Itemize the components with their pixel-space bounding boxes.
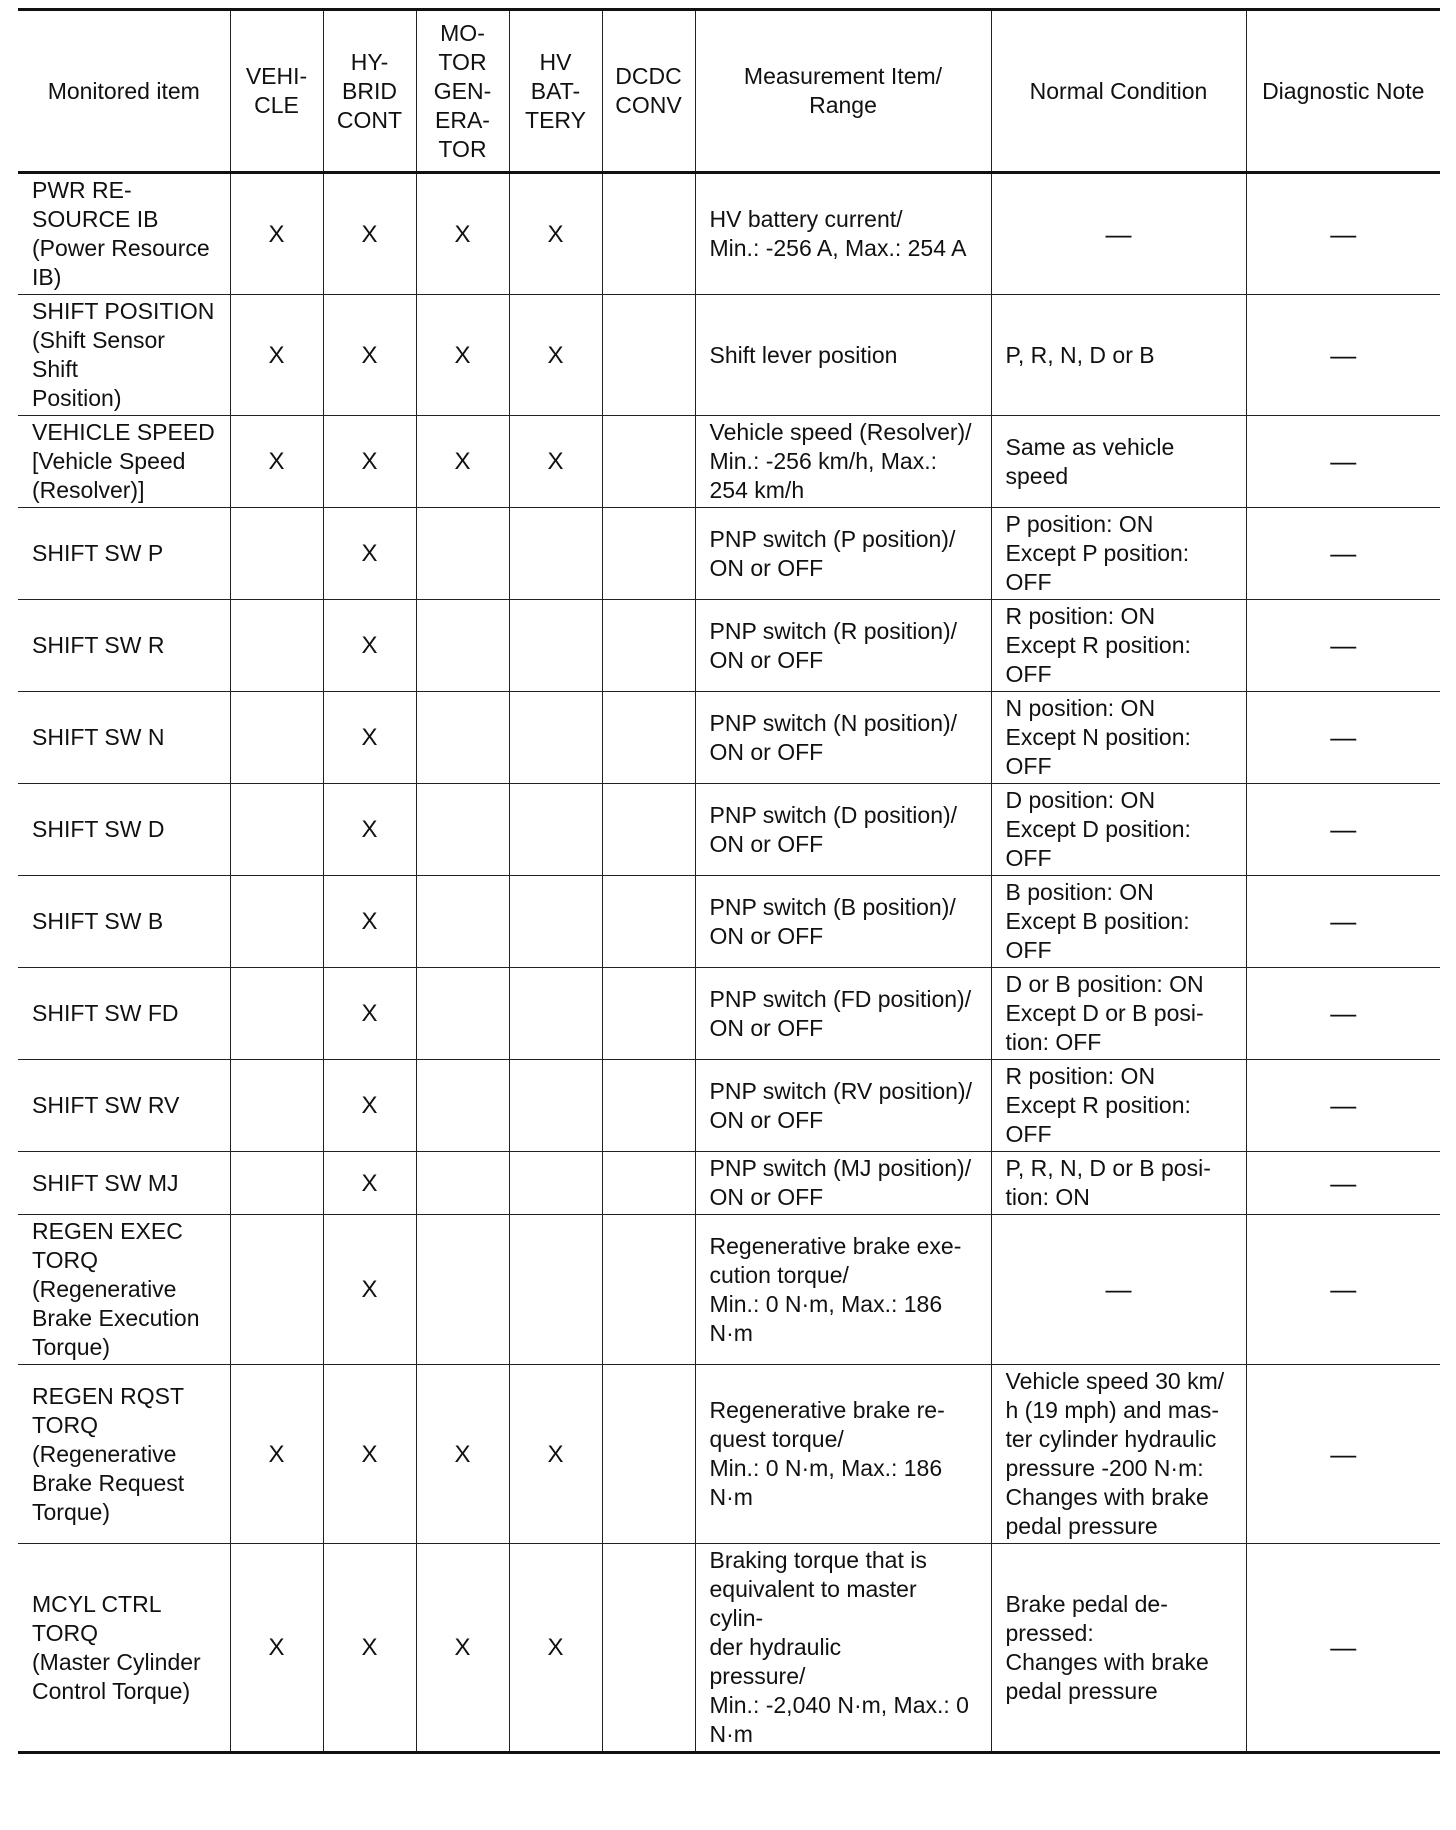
- cell-hvbat-mark: [509, 600, 602, 692]
- cell-dcdc-mark: [602, 968, 695, 1060]
- column-header-vehicle: VEHI- CLE: [230, 10, 323, 173]
- cell-motor-mark: [416, 600, 509, 692]
- cell-dcdc-mark: [602, 173, 695, 295]
- cell-vehicle-mark: [230, 692, 323, 784]
- cell-note: —: [1246, 416, 1440, 508]
- cell-motor-mark: [416, 1215, 509, 1365]
- cell-measure: Vehicle speed (Resolver)/ Min.: -256 km/h, Max.: 254 km/h: [695, 416, 991, 508]
- cell-hvbat-mark: X: [509, 1365, 602, 1544]
- cell-normal: Brake pedal de- pressed: Changes with brake pedal pressure: [991, 1544, 1246, 1753]
- cell-vehicle-mark: [230, 784, 323, 876]
- cell-item: SHIFT SW D: [18, 784, 230, 876]
- cell-vehicle-mark: [230, 508, 323, 600]
- cell-note: —: [1246, 968, 1440, 1060]
- cell-hybrid-mark: X: [323, 600, 416, 692]
- cell-measure: Shift lever position: [695, 295, 991, 416]
- cell-hybrid-mark: X: [323, 295, 416, 416]
- cell-dcdc-mark: [602, 508, 695, 600]
- cell-dcdc-mark: [602, 1215, 695, 1365]
- table-row: [18, 1215, 1440, 1365]
- cell-measure: Braking torque that is equivalent to master cylin- der hydraulic pressure/ Min.: -2,040 N·m, Max.: 0 N·m: [695, 1544, 991, 1753]
- cell-hvbat-mark: X: [509, 173, 602, 295]
- cell-note: —: [1246, 876, 1440, 968]
- cell-measure: PNP switch (D position)/ ON or OFF: [695, 784, 991, 876]
- cell-note: —: [1246, 692, 1440, 784]
- cell-hybrid-mark: X: [323, 173, 416, 295]
- cell-vehicle-mark: X: [230, 1365, 323, 1544]
- cell-measure: Regenerative brake exe- cution torque/ Min.: 0 N·m, Max.: 186 N·m: [695, 1215, 991, 1365]
- table-row: [18, 600, 1440, 692]
- cell-hybrid-mark: X: [323, 1215, 416, 1365]
- cell-dcdc-mark: [602, 692, 695, 784]
- cell-vehicle-mark: X: [230, 295, 323, 416]
- cell-vehicle-mark: [230, 1060, 323, 1152]
- table-row: [18, 692, 1440, 784]
- column-header-note: Diagnostic Note: [1246, 10, 1440, 173]
- column-header-item: Monitored item: [18, 10, 230, 173]
- cell-vehicle-mark: [230, 968, 323, 1060]
- cell-dcdc-mark: [602, 876, 695, 968]
- cell-normal: Vehicle speed 30 km/ h (19 mph) and mas- ter cylinder hydraulic pressure -200 N·m: Changes with brake pedal pressure: [991, 1365, 1246, 1544]
- cell-hybrid-mark: X: [323, 1152, 416, 1215]
- cell-dcdc-mark: [602, 1152, 695, 1215]
- cell-item: SHIFT SW B: [18, 876, 230, 968]
- cell-vehicle-mark: X: [230, 416, 323, 508]
- cell-note: —: [1246, 173, 1440, 295]
- cell-item: SHIFT SW N: [18, 692, 230, 784]
- cell-motor-mark: X: [416, 1544, 509, 1753]
- cell-normal: D position: ON Except D position: OFF: [991, 784, 1246, 876]
- cell-dcdc-mark: [602, 1365, 695, 1544]
- cell-vehicle-mark: [230, 600, 323, 692]
- cell-normal: R position: ON Except R position: OFF: [991, 1060, 1246, 1152]
- table-row: [18, 173, 1440, 295]
- cell-hvbat-mark: [509, 692, 602, 784]
- cell-measure: PNP switch (P position)/ ON or OFF: [695, 508, 991, 600]
- table-body: [18, 173, 1440, 1753]
- cell-measure: PNP switch (RV position)/ ON or OFF: [695, 1060, 991, 1152]
- cell-note: —: [1246, 1365, 1440, 1544]
- cell-motor-mark: X: [416, 1365, 509, 1544]
- table-row: [18, 876, 1440, 968]
- cell-item: REGEN RQST TORQ (Regenerative Brake Request Torque): [18, 1365, 230, 1544]
- cell-dcdc-mark: [602, 600, 695, 692]
- cell-hvbat-mark: [509, 1215, 602, 1365]
- cell-normal: Same as vehicle speed: [991, 416, 1246, 508]
- cell-measure: PNP switch (R position)/ ON or OFF: [695, 600, 991, 692]
- table-row: [18, 295, 1440, 416]
- cell-hvbat-mark: [509, 1152, 602, 1215]
- cell-motor-mark: X: [416, 173, 509, 295]
- cell-hybrid-mark: X: [323, 784, 416, 876]
- column-header-normal: Normal Condition: [991, 10, 1246, 173]
- cell-dcdc-mark: [602, 1060, 695, 1152]
- cell-hybrid-mark: X: [323, 1544, 416, 1753]
- header-row: [18, 10, 1440, 173]
- cell-motor-mark: [416, 968, 509, 1060]
- table-row: [18, 1365, 1440, 1544]
- cell-hvbat-mark: [509, 968, 602, 1060]
- cell-item: VEHICLE SPEED [Vehicle Speed (Resolver)]: [18, 416, 230, 508]
- cell-hvbat-mark: [509, 508, 602, 600]
- cell-item: MCYL CTRL TORQ (Master Cylinder Control Torque): [18, 1544, 230, 1753]
- cell-hybrid-mark: X: [323, 876, 416, 968]
- column-header-motor: MO- TOR GEN- ERA- TOR: [416, 10, 509, 173]
- cell-motor-mark: [416, 692, 509, 784]
- cell-hvbat-mark: [509, 876, 602, 968]
- cell-normal: P, R, N, D or B posi- tion: ON: [991, 1152, 1246, 1215]
- cell-normal: B position: ON Except B position: OFF: [991, 876, 1246, 968]
- cell-dcdc-mark: [602, 1544, 695, 1753]
- cell-note: —: [1246, 1215, 1440, 1365]
- table-row: [18, 968, 1440, 1060]
- cell-measure: PNP switch (N position)/ ON or OFF: [695, 692, 991, 784]
- cell-hybrid-mark: X: [323, 1060, 416, 1152]
- cell-item: SHIFT SW P: [18, 508, 230, 600]
- cell-vehicle-mark: X: [230, 173, 323, 295]
- cell-item: SHIFT SW RV: [18, 1060, 230, 1152]
- cell-hybrid-mark: X: [323, 1365, 416, 1544]
- cell-normal: D or B position: ON Except D or B posi- tion: OFF: [991, 968, 1246, 1060]
- cell-item: SHIFT SW FD: [18, 968, 230, 1060]
- cell-item: SHIFT SW MJ: [18, 1152, 230, 1215]
- cell-hybrid-mark: X: [323, 416, 416, 508]
- cell-normal: N position: ON Except N position: OFF: [991, 692, 1246, 784]
- column-header-hybrid: HY- BRID CONT: [323, 10, 416, 173]
- cell-motor-mark: [416, 876, 509, 968]
- cell-measure: Regenerative brake re- quest torque/ Min.: 0 N·m, Max.: 186 N·m: [695, 1365, 991, 1544]
- cell-measure: HV battery current/ Min.: -256 A, Max.: 254 A: [695, 173, 991, 295]
- cell-item: PWR RE- SOURCE IB (Power Resource IB): [18, 173, 230, 295]
- cell-vehicle-mark: [230, 1215, 323, 1365]
- table-row: [18, 1544, 1440, 1753]
- cell-dcdc-mark: [602, 295, 695, 416]
- cell-normal: R position: ON Except R position: OFF: [991, 600, 1246, 692]
- table-row: [18, 1152, 1440, 1215]
- cell-note: —: [1246, 784, 1440, 876]
- cell-note: —: [1246, 295, 1440, 416]
- cell-motor-mark: [416, 508, 509, 600]
- table-row: [18, 416, 1440, 508]
- cell-note: —: [1246, 1152, 1440, 1215]
- cell-hvbat-mark: [509, 784, 602, 876]
- cell-hybrid-mark: X: [323, 692, 416, 784]
- cell-note: —: [1246, 1060, 1440, 1152]
- cell-measure: PNP switch (FD position)/ ON or OFF: [695, 968, 991, 1060]
- cell-hvbat-mark: [509, 1060, 602, 1152]
- cell-hvbat-mark: X: [509, 1544, 602, 1753]
- table-row: [18, 508, 1440, 600]
- monitor-item-table: [18, 8, 1440, 1754]
- cell-vehicle-mark: [230, 876, 323, 968]
- cell-normal: P position: ON Except P position: OFF: [991, 508, 1246, 600]
- cell-hybrid-mark: X: [323, 508, 416, 600]
- column-header-hvbat: HV BAT- TERY: [509, 10, 602, 173]
- cell-note: —: [1246, 508, 1440, 600]
- cell-normal: —: [991, 173, 1246, 295]
- cell-item: SHIFT POSITION (Shift Sensor Shift Position): [18, 295, 230, 416]
- cell-hybrid-mark: X: [323, 968, 416, 1060]
- cell-measure: PNP switch (B position)/ ON or OFF: [695, 876, 991, 968]
- cell-measure: PNP switch (MJ position)/ ON or OFF: [695, 1152, 991, 1215]
- cell-motor-mark: [416, 784, 509, 876]
- cell-note: —: [1246, 1544, 1440, 1753]
- cell-vehicle-mark: [230, 1152, 323, 1215]
- cell-vehicle-mark: X: [230, 1544, 323, 1753]
- column-header-measure: Measurement Item/ Range: [695, 10, 991, 173]
- cell-dcdc-mark: [602, 784, 695, 876]
- cell-hvbat-mark: X: [509, 416, 602, 508]
- cell-motor-mark: X: [416, 416, 509, 508]
- cell-item: REGEN EXEC TORQ (Regenerative Brake Execution Torque): [18, 1215, 230, 1365]
- cell-item: SHIFT SW R: [18, 600, 230, 692]
- cell-normal: —: [991, 1215, 1246, 1365]
- cell-normal: P, R, N, D or B: [991, 295, 1246, 416]
- table-row: [18, 784, 1440, 876]
- cell-motor-mark: X: [416, 295, 509, 416]
- cell-motor-mark: [416, 1152, 509, 1215]
- table-row: [18, 1060, 1440, 1152]
- cell-hvbat-mark: X: [509, 295, 602, 416]
- cell-motor-mark: [416, 1060, 509, 1152]
- cell-dcdc-mark: [602, 416, 695, 508]
- cell-note: —: [1246, 600, 1440, 692]
- column-header-dcdc: DCDC CONV: [602, 10, 695, 173]
